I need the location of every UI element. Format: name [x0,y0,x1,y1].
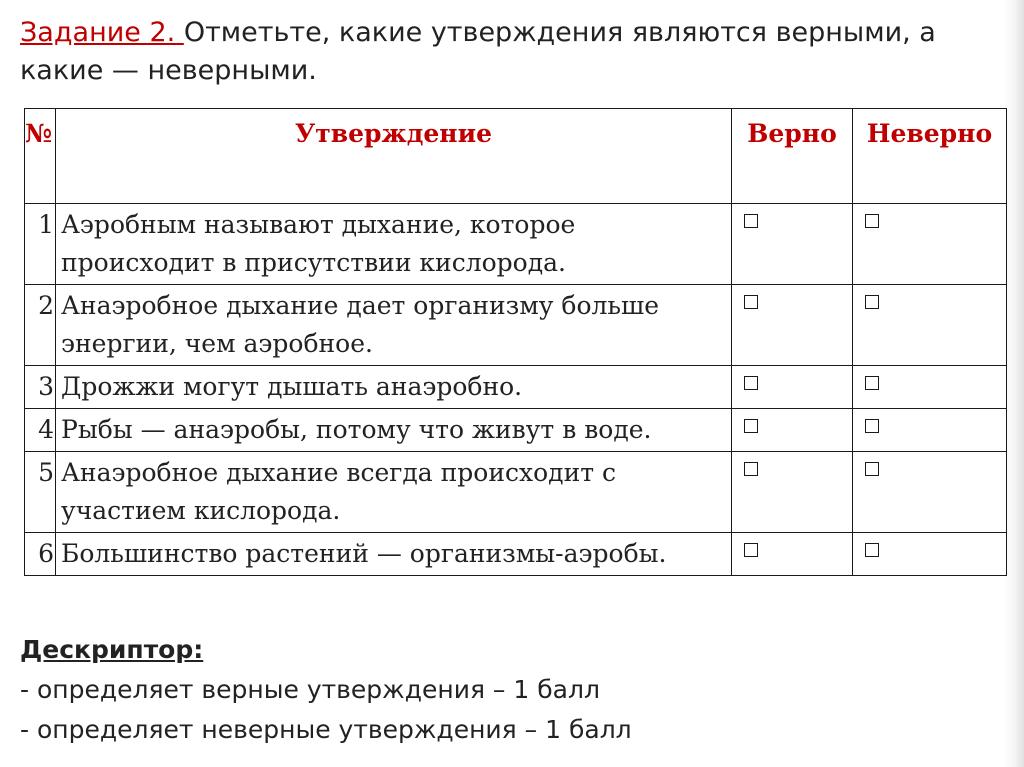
false-checkbox[interactable] [865,295,879,309]
row-statement: Анаэробное дыхание всегда происходит с участием кислорода. [56,452,732,533]
header-false: Неверно [853,109,1007,204]
page-edge-shadow [1004,0,1024,767]
task-heading [20,14,990,90]
table-row [25,285,1007,366]
false-cell [853,452,1007,533]
true-cell [732,204,853,285]
true-checkbox[interactable] [744,214,758,228]
table-row [25,409,1007,452]
true-cell [732,285,853,366]
false-checkbox[interactable] [865,376,879,390]
row-statement: Анаэробное дыхание дает организму больше энергии, чем аэробное. [56,285,732,366]
true-checkbox[interactable] [744,543,758,557]
false-cell [853,285,1007,366]
row-number: 6 [25,533,56,576]
row-statement: Рыбы — анаэробы, потому что живут в воде. [56,409,732,452]
false-cell [853,204,1007,285]
row-number: 3 [25,366,56,409]
false-checkbox[interactable] [865,419,879,433]
task-text: Отметьте, какие утверждения являются верными, а какие — неверными. [20,17,936,86]
header-true: Верно [732,109,853,204]
false-cell [853,533,1007,576]
table-row [25,452,1007,533]
descriptor-line: - определяет верные утверждения – 1 балл [20,675,600,704]
header-statement: Утверждение [56,109,732,204]
row-statement: Дрожжи могут дышать анаэробно. [56,366,732,409]
table-row [25,204,1007,285]
table-row [25,366,1007,409]
row-number: 4 [25,409,56,452]
false-checkbox[interactable] [865,462,879,476]
false-cell [853,409,1007,452]
row-number: 1 [25,204,56,285]
false-cell [853,366,1007,409]
descriptor-block [20,630,980,750]
table-row [25,533,1007,576]
descriptor-line: - определяет неверные утверждения – 1 балл [20,715,632,744]
row-number: 5 [25,452,56,533]
true-checkbox[interactable] [744,376,758,390]
true-cell [732,366,853,409]
true-cell [732,409,853,452]
descriptor-title: Дескриптор: [20,635,204,664]
true-checkbox[interactable] [744,295,758,309]
true-cell [732,452,853,533]
table-header-row [25,109,1007,204]
row-statement: Аэробным называют дыхание, которое происходит в присутствии кислорода. [56,204,732,285]
false-checkbox[interactable] [865,214,879,228]
task-label: Задание 2. [20,17,184,48]
statements-table [24,108,1007,576]
true-checkbox[interactable] [744,419,758,433]
true-checkbox[interactable] [744,462,758,476]
true-cell [732,533,853,576]
header-number: № [25,109,56,204]
false-checkbox[interactable] [865,543,879,557]
row-statement: Большинство растений — организмы-аэробы. [56,533,732,576]
row-number: 2 [25,285,56,366]
